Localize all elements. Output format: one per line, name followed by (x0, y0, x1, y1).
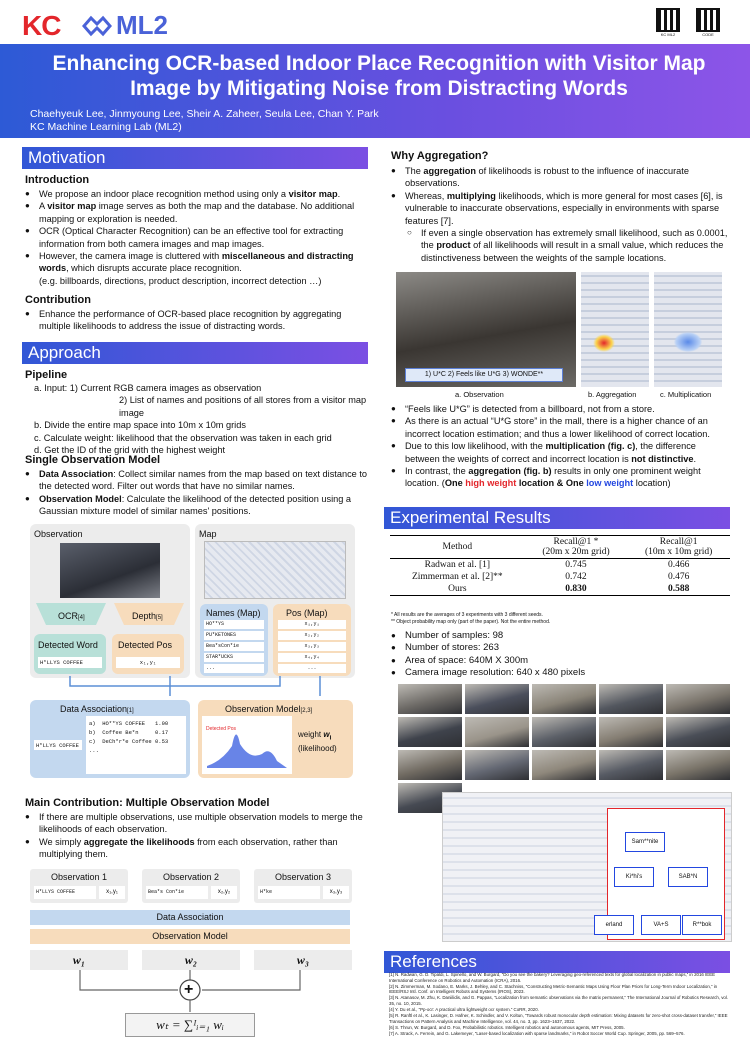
results-cell: Zimmerman et al. [2]** (411, 572, 503, 582)
results-table: Method Recall@1 * (20m x 20m grid) Recall@1 (10m x 10m grid) Radwan et al. [1] 0.745 0.466 Zimmerman et al. [2]** 0.742 0.476 Ours 0.830 0.588 (390, 535, 730, 596)
ocr-depth-funnels (34, 603, 186, 629)
weight-box: w₃ (254, 950, 352, 970)
sample-photo (398, 717, 462, 747)
sample-photo (666, 750, 730, 780)
camera-image (60, 543, 160, 598)
pipeline-text: a. Input: 1) Current RGB camera images as observation 2) List of names and positions of all stores from a visitor map image b. Divide the entire map space into 10m x 10m grids c. Calculate weight: likelihood that the observation was taken in each grid d. Get the ID of the grid with the highest weight (34, 383, 367, 456)
gaussian-likelihood-plot (202, 716, 292, 774)
results-header: Experimental Results (384, 507, 730, 529)
contribution-text: ● Enhance the performance of OCR-based place recognition by aggregating multiple likelihoods to address the issue of distracting words. (25, 308, 370, 333)
author-list: Chaehyeuk Lee, Jinmyoung Lee, Sheir A. Zaheer, Seula Lee, Chan Y. Park KC Machine Learning Lab (ML2) (30, 108, 379, 133)
why-aggregation-bullets: ● “Feels like U*G” is detected from a billboard, not from a store. ● As there is an actual “U*G store” in the mall, there is a higher chance of an incorrect location estimation; and thus a lower likelihood of correct location. ● Due to this low likelihood, with the multiplication (fig. c), the difference between the weights of correct and incorrect location is not distinctive. ● In contrast, the aggregation (fig. b) results in only one prominent weight location. (One high weight location & One low weight location) (391, 403, 731, 490)
map-name-item: ... (204, 664, 264, 673)
sample-photo (398, 750, 462, 780)
weight-box: w₁ (30, 950, 128, 970)
kc-logo: KC (22, 10, 61, 41)
sample-photo (599, 684, 663, 714)
observation-title: Observation 3 (274, 872, 332, 882)
sample-photo (532, 717, 596, 747)
reference-item: [2] N. Zimmerman, M. Sodano, E. Marks, J. Behley, and C. Stachniss, “Constructing Metric-Semantic Maps Using Floor Plan Priors for Long-Term Indoor Localization,” in IEEE/RSJ Intl. Conf. on Intelligent Robots and Systems (IROS), 2023. (389, 983, 718, 995)
sample-photo (398, 684, 462, 714)
intro-text: ● We propose an indoor place recognition method using only a visitor map. ● A visitor map image serves as both the map and the database. No additional mapping or exploration is needed. ● OCR (Optical Character Recognition) can be an effective tool for extracting information from both camera images and map images. ● However, the camera image is cluttered with miscellaneous and distracting words, which disrupts accurate place recognition. (e.g. billboards, directions, product description, incorrect detection …) (25, 188, 370, 287)
names-list (204, 620, 264, 675)
map-store-label: R**bok (682, 915, 722, 935)
pipeline-heading: Pipeline (25, 369, 68, 381)
map-pos-item: x₁,y₁ (278, 620, 346, 629)
data-association-table (86, 716, 186, 774)
results-row (390, 583, 730, 596)
aggregation-map (581, 272, 649, 387)
weight-box: w₂ (142, 950, 240, 970)
map-store-label: Sam**nite (625, 832, 665, 852)
sample-photo (465, 750, 529, 780)
reference-item: [4] Y. Du et al., “Pp-ocr: A practical ultra lightweight ocr system.” CoRR, 2020. (389, 1007, 539, 1013)
qr-code-code[interactable]: CODE (696, 8, 720, 36)
results-cell: Ours (448, 584, 467, 594)
reference-item: [3] N. Atanasov, M. Zhu, K. Daniilidis, and G. Pappas, “Localization from semantic observations via the matrix permanent,” The International Journal of Robotics Research, vol. 35, no. 10, 2015. (389, 995, 729, 1006)
main-contribution-heading: Main Contribution: Multiple Observation Model (25, 797, 270, 809)
top-bar (0, 0, 750, 44)
qr-code-paper[interactable]: KC ML2 (656, 8, 680, 36)
sample-photo (666, 684, 730, 714)
svg-text:Detected Pos: Detected Pos (206, 726, 237, 732)
why-aggregation-text: ● The aggregation of likelihoods is robust to the influence of inaccurate observations. ● Whereas, multiplying likelihoods, which is more general for most cases [6], is vulnerable to inaccurate observations, especially in environments with sparse features [7]. ○ If even a single observation has extremely small likelihood, such as 0.0001, the product of all likelihoods will result in a small value, which reduces the distinctiveness between the weights of the sample locations. (391, 165, 731, 264)
reference-list (389, 972, 729, 1037)
paper-title: Enhancing OCR-based Indoor Place Recognition with Visitor Map Image by Mitigating Noise from Distracting Words (52, 52, 706, 100)
depth-label: Depth (132, 611, 157, 621)
association-row: ... (89, 747, 99, 754)
ocr-label: OCR (58, 611, 78, 621)
motivation-header: Motivation (22, 147, 368, 169)
visitor-map-image (204, 541, 346, 599)
results-cell: 0.588 (667, 584, 690, 594)
map-pos-item: ... (278, 664, 346, 673)
results-cell: 0.466 (667, 560, 690, 570)
observation-box (254, 869, 352, 903)
map-pos-item: x₃,y₃ (278, 642, 346, 651)
dataset-stats: ● Number of samples: 98 ● Number of stores: 263 ● Area of space: 640M X 300m ● Camera image resolution: 640 x 480 pixels (391, 630, 731, 680)
sample-photo (465, 717, 529, 747)
map-store-label: SAB*N (668, 867, 708, 887)
results-cell: Radwan et al. [1] (424, 560, 491, 570)
observation-word: Bea*s Con*ie (146, 886, 208, 899)
results-row (390, 559, 730, 572)
why-aggregation-heading: Why Aggregation? (391, 150, 489, 162)
references-header: References (384, 951, 730, 973)
observation-title: Observation 1 (50, 872, 108, 882)
sample-photo (532, 684, 596, 714)
reference-item: [5] R. Ranftl et al., K. Lasinger, D. Hafner, K. Schindler, and V. Koltun, “Towards robust monocular depth estimation: Mixing datasets for zero-shot cross-dataset transfer,” IEEE Transactions on Pattern Analysis and Machine Intelligence, vol. 44, no. 3, pp. 1623–1637, 2022. (389, 1013, 728, 1024)
results-cell: 0.476 (667, 572, 690, 582)
pos-list (278, 620, 346, 675)
sum-symbol: + (184, 981, 194, 998)
main-contribution-text: ● If there are multiple observations, use multiple observation models to merge the likelihoods of each observation. ● We simply aggregate the likelihoods from each observation, rather than multiplying them. (25, 811, 370, 861)
observation-box (142, 869, 240, 903)
observation-model-bar: Observation Model (30, 929, 350, 944)
map-name-item: HO**YS (204, 620, 264, 629)
sample-photo (532, 750, 596, 780)
ocr-tags: 1) U*C 2) Feels like U*G 3) WONDE** (405, 368, 563, 382)
observation-label: Observation (34, 529, 83, 539)
flow-arrows (30, 676, 360, 698)
observation-pos: x₃,y₃ (323, 886, 349, 899)
aggregation-formula: wₜ = ∑ᴵᵢ₌₁ wᵢ (125, 1013, 255, 1037)
map-label: Map (199, 529, 217, 539)
map-name-item: STAR*UCKS (204, 653, 264, 662)
single-observation-text: ● Data Association: Collect similar names from the map based on text distance to the detected word. Filter out words that have no similar names. ● Observation Model: Calculate the likelihood of the detected position using a Gaussian mixture model of similar names' positions. (25, 468, 370, 518)
ml2-diamond-icon (82, 15, 112, 37)
sample-photo (465, 684, 529, 714)
observation-box (30, 869, 128, 903)
single-observation-heading: Single Observation Model (25, 454, 161, 466)
map-store-label: VA+S (641, 915, 681, 935)
map-store-label: Ki*hi's (614, 867, 654, 887)
map-pos-item: x₄,y₄ (278, 653, 346, 662)
map-pos-item: x₂,y₂ (278, 631, 346, 640)
sample-photo (666, 717, 730, 747)
association-row: b) Coffee Be*n 0.17 (89, 729, 169, 736)
results-row (390, 571, 730, 583)
approach-header: Approach (22, 342, 368, 364)
results-notes: * All results are the averages of 3 experiments with 3 different seeds. ** Object probability map only (part of the paper). Not the entire method. (391, 612, 551, 625)
observation-title: Observation 2 (162, 872, 220, 882)
contribution-heading: Contribution (25, 294, 91, 306)
results-cell: 0.742 (565, 572, 587, 582)
observation-pos: x₂,y₂ (211, 886, 237, 899)
reference-item: [1] N. Radwan, G. D. Tipaldi, L. Spinello, and W. Burgard, “Do you see the bakery? Leveraging geo-referenced texts for global localization in public maps,” in 2016 IEEE International Conference on Robotics and Automation (ICRA), 2016. (389, 972, 716, 983)
data-association-bar: Data Association (30, 910, 350, 925)
weight-label: weight $w_i$ (likelihood) (298, 730, 337, 753)
results-cell: 0.830 (565, 584, 587, 594)
sample-photo (599, 750, 663, 780)
reference-item: [7] A. Strack, A. Ferrein, and G. Lakemeyer, “Laser-based localization with sparse landmarks,” in Robot Soccer World Cup. Springer, 2005, pp. 569–576. (389, 1030, 685, 1036)
map-name-item: PU*KETONES (204, 631, 264, 640)
map-name-item: Bea*sCon*ie (204, 642, 264, 651)
intro-heading: Introduction (25, 174, 90, 186)
sample-photo (599, 717, 663, 747)
results-cell: 0.745 (565, 560, 587, 570)
observation-word: H*ke (258, 886, 320, 899)
association-row: c) DeCh*r*e Coffee 0.53 (89, 738, 169, 745)
observation-word: H*LLYS COFFEE (34, 886, 96, 899)
multiplication-map (654, 272, 722, 387)
observation-pos: x₁,y₁ (99, 886, 125, 899)
map-store-label: erland (594, 915, 634, 935)
reference-item: [6] S. Thrun, W. Burgard, and D. Fox, Probabilistic robotics. Intelligent robotics and autonomous agents, MIT Press, 2005. (389, 1024, 625, 1030)
association-row: a) HO**YS COFFEE 1.00 (89, 720, 169, 727)
ml2-logo: ML2 (82, 10, 168, 41)
